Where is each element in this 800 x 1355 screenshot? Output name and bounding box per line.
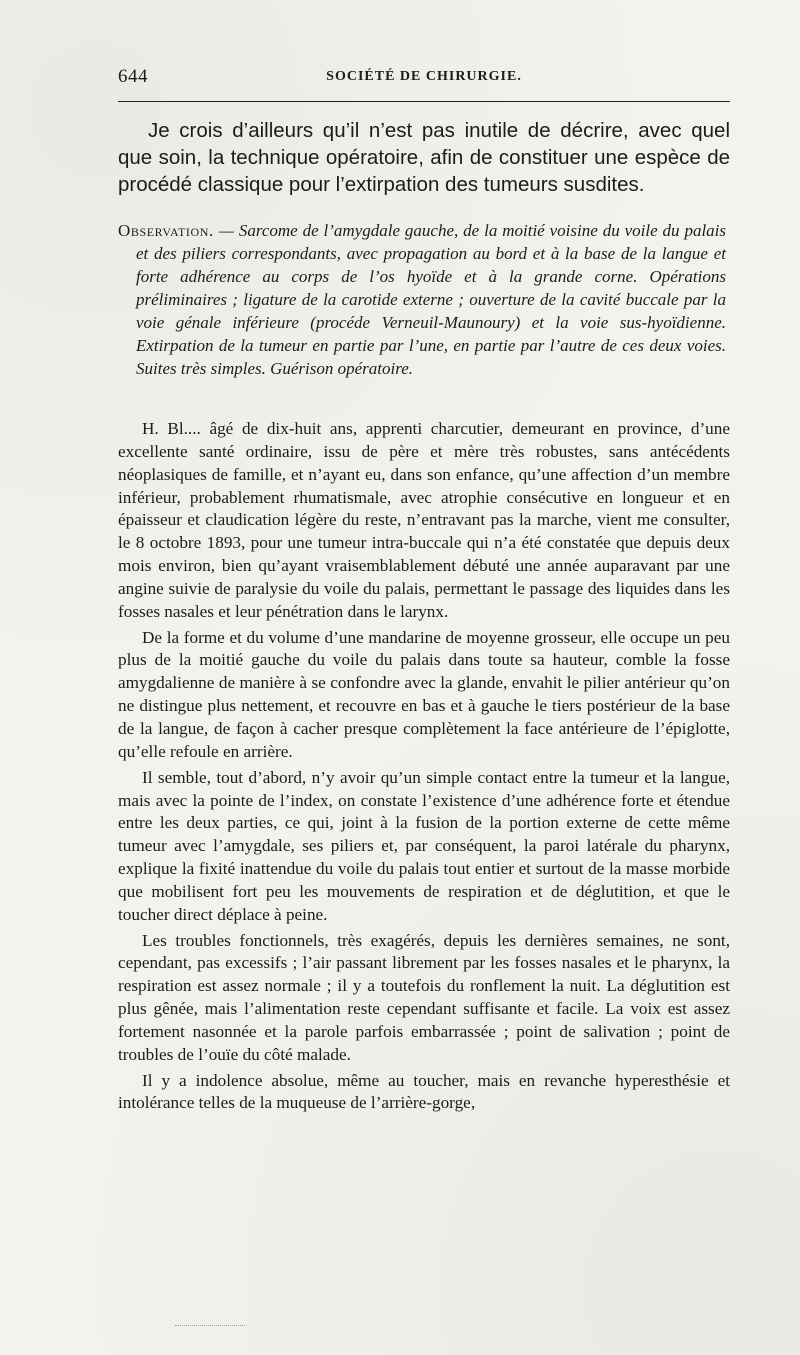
observation-summary <box>118 219 727 380</box>
observation-label: Observation. <box>118 221 214 240</box>
paragraph-adherence: Il semble, tout d’abord, n’y avoir qu’un simple contact entre la tumeur et la langue, mais avec la pointe de l’index, on constate l’existence d’une adhérence forte et étendue entre les deux parties, ce qui, joint à la fusion de la portion externe de cette même tumeur avec l’amygdale, ses piliers et, par conséquent, la paroi latérale du pharynx, explique la fixité inattendue du voile du palais tout entier et surtout de la masse morbide que mobilisent fort peu les mouvements de respiration et de déglutition, et que le toucher direct déplace à peine. <box>118 767 730 924</box>
paragraph-functional-troubles: Les troubles fonctionnels, très exagérés, depuis les dernières semaines, ne sont, cependant, pas excessifs ; l’air passant librement par les fosses nasales et le pharynx, la respiration est assez normale ; il y a toutefois du ronflement la nuit. La déglutition est plus gênée, mais l’alimentation reste cependant suffisante et facile. La voix est assez fortement nasonnée et la parole parfois embarrassée ; point de salivation ; point de troubles de l’ouïe du côté malade. <box>118 930 730 1064</box>
intro-paragraph <box>118 117 730 198</box>
page-number: 644 <box>118 66 148 87</box>
observation-text: — Sarcome de l’amygdale gauche, de la moitié voisine du voile du palais et des piliers correspondants, avec propagation au bord et à la base de la langue et forte adhérence au corps de l’os hyoïde et à la grande corne. Opérations préliminaires ; ligature de la carotide externe ; ouverture de la cavité buccale par la voie génale inférieure (procéde Verneuil-Maunoury) et la voie sus-hyoïdienne. Extirpation de la tumeur en partie par l’une, en partie par l’autre de ces deux voies. Suites très simples. Guérison opératoire. <box>136 221 727 378</box>
running-title: SOCIÉTÉ DE CHIRURGIE. <box>326 69 522 84</box>
footer-mark <box>175 1325 245 1326</box>
header-rule <box>118 101 730 102</box>
paragraph-patient-history: H. Bl.... âgé de dix-huit ans, apprenti charcutier, demeurant en province, d’une excellente santé ordinaire, issu de père et mère très robustes, sans antécédents néoplasiques de famille, et n’ayant eu, dans son enfance, qu’une affection d’un membre inférieur, probablement rhumatismale, avec atrophie consécutive en longueur et en épaisseur et claudication légère du reste, n’entravant pas la marche, vient me consulter, le 8 octobre 1893, pour une tumeur intra-buccale qui n’a été constatée que depuis deux mois environ, bien qu’ayant vraisemblablement débuté une année auparavant par une angine suivie de paralysie du voile du palais, permettant le passage des liquides dans les fosses nasales et leur pénétration dans le larynx. <box>118 419 730 621</box>
intro-text: Je crois d’ailleurs qu’il n’est pas inutile de décrire, avec quel que soin, la technique opératoire, afin de constituer une espèce de procédé classique pour l’extirpation des tumeurs susdites. <box>118 119 730 196</box>
paragraph-tumor-description: De la forme et du volume d’une mandarine de moyenne grosseur, elle occupe un peu plus de la moitié gauche du voile du palais dans toute sa hauteur, comble la fosse amygdalienne de manière à se confondre avec la glande, envahit le pilier antérieur qu’on ne distingue plus nettement, et recouvre en bas et à gauche le tiers postérieur de la base de la langue, de façon à cacher presque complètement la face antérieure de l’épiglotte, qu’elle refoule en arrière. <box>118 627 730 761</box>
paragraph-indolence: Il y a indolence absolue, même au toucher, mais en revanche hyperesthésie et intolérance telles de la muqueuse de l’arrière-gorge, <box>118 1070 730 1113</box>
body-text <box>118 418 730 1118</box>
page-header <box>118 66 730 94</box>
